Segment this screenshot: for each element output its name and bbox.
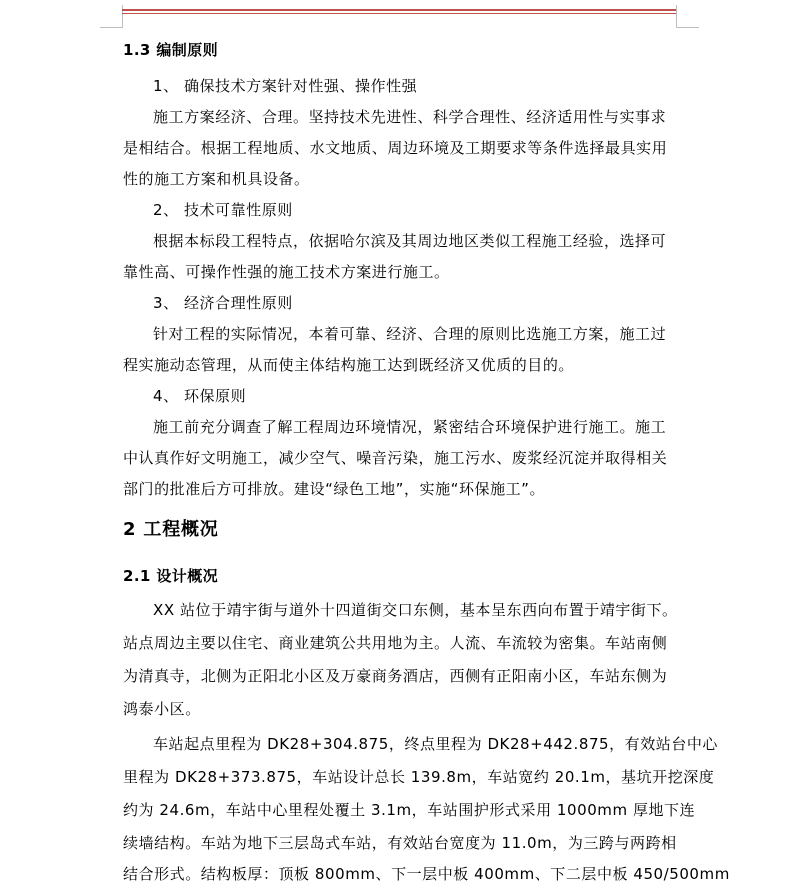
item-title: 2、 技术可靠性原则 bbox=[153, 201, 293, 219]
item-title: 3、 经济合理性原则 bbox=[153, 294, 293, 312]
paragraph-line: 里程为 DK28+373.875，车站设计总长 139.8m，车站宽约 20.1m，基坑开挖深度 bbox=[123, 768, 715, 786]
paragraph-line: 车站起点里程为 DK28+304.875，终点里程为 DK28+442.875，有效站台中心 bbox=[153, 735, 718, 753]
paragraph-line: 靠性高、可操作性强的施工技术方案进行施工。 bbox=[123, 263, 450, 281]
chapter-heading: 2 工程概况 bbox=[123, 519, 219, 540]
paragraph-line: 中认真作好文明施工，减少空气、噪音污染，施工污水、废浆经沉淀并取得相关 bbox=[123, 449, 668, 467]
header-rule bbox=[122, 9, 676, 11]
paragraph-line: 针对工程的实际情况，本着可靠、经济、合理的原则比选施工方案，施工过 bbox=[153, 325, 667, 343]
paragraph-line: 约为 24.6m，车站中心里程处覆土 3.1m，车站围护形式采用 1000mm 厚地下连 bbox=[123, 801, 696, 819]
paragraph-line: 性的施工方案和机具设备。 bbox=[123, 170, 310, 188]
paragraph-line: 根据本标段工程特点，依据哈尔滨及其周边地区类似工程施工经验，选择可 bbox=[153, 232, 667, 250]
page-corner-mark bbox=[100, 5, 123, 28]
paragraph-line: 施工方案经济、合理。坚持技术先进性、科学合理性、经济适用性与实事求 bbox=[153, 108, 667, 126]
paragraph-line: 续墙结构。车站为地下三层岛式车站，有效站台宽度为 11.0m，为三跨与两跨相 bbox=[123, 834, 677, 852]
page-corner-mark bbox=[676, 5, 699, 28]
paragraph-line: 鸿泰小区。 bbox=[123, 700, 201, 718]
section-heading: 1.3 编制原则 bbox=[123, 41, 218, 59]
item-title: 1、 确保技术方案针对性强、操作性强 bbox=[153, 77, 418, 95]
paragraph-line: 施工前充分调查了解工程周边环境情况，紧密结合环境保护进行施工。施工 bbox=[153, 418, 667, 436]
paragraph-line: 部门的批准后方可排放。建设“绿色工地”，实施“环保施工”。 bbox=[123, 480, 546, 498]
item-title: 4、 环保原则 bbox=[153, 387, 247, 405]
paragraph-line: 是相结合。根据工程地质、水文地质、周边环境及工期要求等条件选择最具实用 bbox=[123, 139, 668, 157]
section-heading: 2.1 设计概况 bbox=[123, 567, 218, 585]
paragraph-line: 结合形式。结构板厚：顶板 800mm、下一层中板 400mm、下二层中板 450/500mm bbox=[123, 865, 730, 882]
paragraph-line: XX 站位于靖宇街与道外十四道街交口东侧，基本呈东西向布置于靖宇街下。 bbox=[153, 601, 678, 619]
header-rule bbox=[122, 13, 676, 14]
paragraph-line: 程实施动态管理，从而使主体结构施工达到既经济又优质的目的。 bbox=[123, 356, 574, 374]
paragraph-line: 为清真寺，北侧为正阳北小区及万豪商务酒店，西侧有正阳南小区，车站东侧为 bbox=[123, 667, 668, 685]
paragraph-line: 站点周边主要以住宅、商业建筑公共用地为主。人流、车流较为密集。车站南侧 bbox=[123, 634, 668, 652]
